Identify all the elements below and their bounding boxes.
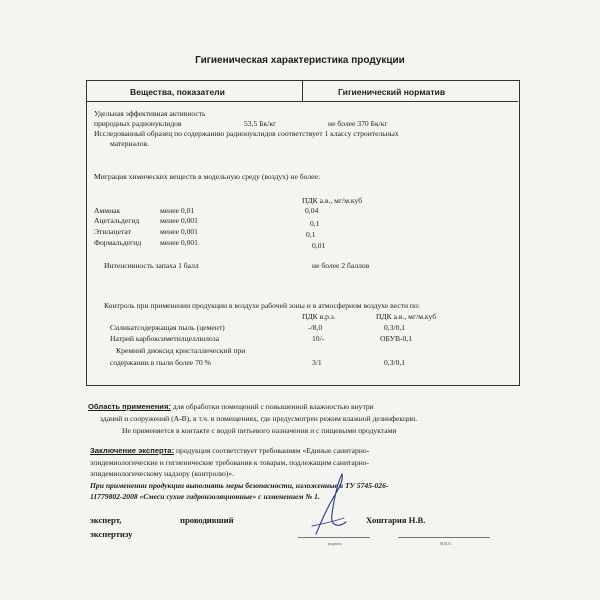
migration-row-value: менее 0,01 [160, 206, 195, 215]
workzone-title: Контроль при применении продукции в воздухе рабочей зоны и в атмосферном воздухе вести по: [104, 301, 420, 310]
silica-b: 0,3/0,1 [384, 358, 406, 367]
radio-line2: природных радионуклидов [94, 119, 182, 128]
odor-label: Интенсивность запаха 1 балл [104, 261, 199, 270]
radio-norm: не более 370 Бк/кг [328, 119, 388, 128]
workzone-row-name: Силикатсодержащая пыль (цемент) [110, 323, 225, 332]
workzone-row-a: -/8,0 [308, 323, 323, 332]
migration-row-norm: 0,1 [310, 219, 320, 228]
migration-row-name: Этилацетат [94, 227, 131, 236]
workzone-row-b: 0,3/0,1 [384, 323, 406, 332]
workzone-col-a: ПДК в.р.з. [302, 312, 336, 321]
conclusion-bold1: При применении продукции выполнять меры безопасности, изложенные в ТУ 5745-026- [90, 481, 389, 490]
conclusion-text2: эпидемиологические и гигиенические требования к товарам, подлежащим санитарно- [90, 458, 369, 467]
workzone-row-b: ОБУВ-0,1 [380, 334, 413, 343]
migration-row-value: менее 0,001 [160, 227, 198, 236]
conclusion-text1: продукция соответствует требованиям «Единые санитарно- [174, 446, 370, 455]
radio-line1: Удельная эффективная активность [94, 109, 206, 118]
header-divider [302, 80, 303, 102]
workzone-row-name: Натрий карбоксиметилцеллюлоза [110, 334, 220, 343]
conclusion-line1 [90, 446, 369, 455]
silica-line2: содержании в пыли более 70 % [110, 358, 211, 367]
footer-name: Хоштария Н.В. [366, 515, 426, 525]
footer-expertise: экспертизу [90, 529, 133, 539]
silica-line1: Кремний диоксид кристаллический при [116, 346, 246, 355]
workzone-row-a: 10/- [312, 334, 325, 343]
workzone-col-b: ПДК а.в., мг/м.куб [376, 312, 437, 321]
name-line [398, 537, 490, 538]
footer-conducted: проводивший [180, 515, 234, 525]
scope-text1: для обработки помещений с повышенной влажностью внутри [170, 402, 374, 411]
scope-text3: Не применяется в контакте с водой питьевого назначения и с пищевыми продуктами [122, 426, 397, 435]
scope-label: Область применения: [88, 402, 171, 411]
conclusion-label: Заключение эксперта: [90, 446, 175, 455]
migration-row-name: Ацетальдегид [94, 216, 140, 225]
conclusion-text3: эпидемиологическому надзору (контролю)». [90, 469, 234, 478]
migration-row-norm: 0,01 [312, 241, 326, 250]
migration-row-name: Формальдегид [94, 238, 142, 247]
scope-text2: зданий и сооружений (А-В), в т.ч. в помещениях, где предусмотрен режим влажной дезинфекции. [100, 414, 418, 423]
radio-note2: материалов. [110, 139, 149, 148]
radio-value: 53,5 Бк/кг [244, 119, 277, 128]
name-caption: Ф.И.О. [440, 541, 452, 546]
migration-unit: ПДК а.в., мг/м.куб [302, 196, 363, 205]
migration-row-norm: 0,04 [305, 206, 319, 215]
silica-a: 3/1 [312, 358, 322, 367]
migration-row-value: менее 0,001 [160, 216, 198, 225]
header-norm: Гигиенический норматив [338, 87, 446, 97]
signature-line [298, 537, 370, 538]
document-title: Гигиеническая характеристика продукции [195, 55, 405, 66]
footer-expert: эксперт, [90, 515, 122, 525]
signature-caption: подпись [328, 541, 342, 546]
migration-title: Миграция химических веществ в модельную среду (воздух) не более: [94, 172, 320, 181]
header-substances: Вещества, показатели [130, 87, 225, 97]
migration-row-value: менее 0,001 [160, 238, 198, 247]
migration-row-norm: 0,1 [306, 230, 316, 239]
signature-mark [308, 470, 350, 540]
conclusion-bold2: 11779802-2008 «Смеси сухие гидроизоляционные» с изменением № 1. [90, 492, 320, 501]
odor-norm: не более 2 баллов [312, 261, 370, 270]
migration-row-name: Аммиак [94, 206, 121, 215]
radio-note1: Исследованный образец по содержанию радионуклидов соответствует 1 классу строительных [94, 129, 399, 138]
scope-line1 [88, 402, 374, 411]
